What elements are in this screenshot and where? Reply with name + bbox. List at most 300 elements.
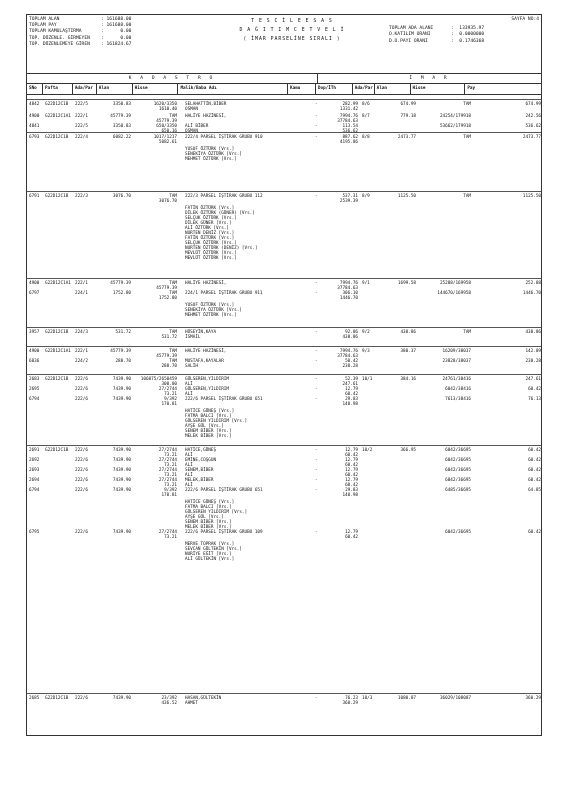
table-cell: 360.29	[525, 696, 541, 701]
table-cell: 2685	[29, 696, 40, 701]
table-cell: 2539.39	[339, 199, 358, 204]
column-header: Ada/Par	[353, 84, 375, 94]
column-header: Pay	[467, 86, 476, 91]
table-cell: SENEM BİBER [Vrs.]	[185, 520, 232, 525]
table-cell: 531.72	[161, 335, 177, 340]
table-cell: 27/2744	[158, 468, 177, 473]
table-cell: MELEK BİBER [Vrs.]	[185, 525, 232, 530]
column-header: Alan	[375, 84, 411, 94]
table-cell: -	[315, 387, 318, 392]
table-cell: GÜLSEREN YILDIRIM [Vrs.]	[185, 510, 248, 515]
table-cell: HÜSEYİN,KAYA	[185, 330, 217, 335]
table-cell: 7439.90	[112, 397, 131, 402]
table-cell: 222/6	[75, 448, 88, 453]
table-cell: 1125.50	[397, 194, 416, 199]
table-cell: 9/392	[164, 397, 177, 402]
table-cell: 140.98	[342, 402, 358, 407]
table-cell: G22D12C1B	[45, 135, 69, 140]
table-cell: 7439.90	[112, 377, 131, 382]
table-cell: G22D12C1B	[45, 102, 69, 107]
summary-label: TOP. DÜZENLE. GİRMEYEN	[29, 35, 90, 41]
table-cell: 779.18	[400, 114, 416, 119]
table-cell: 380.37	[400, 349, 416, 354]
column-header: Hisse	[411, 84, 466, 94]
table-cell: TAM	[169, 291, 177, 296]
table-cell: -	[315, 349, 318, 354]
table-cell: 531.72	[115, 330, 131, 335]
table-cell: 1017/1217	[153, 135, 177, 140]
table-cell: 4900	[29, 281, 40, 286]
table-cell: 2473.77	[397, 135, 416, 140]
table-cell: -	[315, 488, 318, 493]
column-header: Malik/Baba Adı	[178, 84, 288, 94]
table-cell: AHMET	[185, 701, 198, 706]
table-cell: 222/4 PARSEL İŞTİRAK GRUBU 910	[185, 135, 263, 140]
table-cell: 60.42	[345, 453, 358, 458]
table-cell: ALİ BİBER	[185, 124, 209, 129]
table-cell: SENEKİYA ÖZTÜRK [Vrs.]	[185, 152, 242, 157]
table-cell: 24761/38416	[442, 377, 471, 382]
table-cell: MEHMET ÖZTÜRK [Vrs.]	[185, 157, 237, 162]
table-cell: MEVLÜT ÖZTÜRK [Vrs.]	[185, 251, 237, 256]
column-header: Alan	[97, 84, 133, 94]
table-row-group	[27, 191, 541, 288]
table-cell: 224/1	[75, 291, 88, 296]
table-cell: 6485/36695	[445, 488, 471, 493]
table-cell: 76.13	[528, 397, 541, 402]
table-cell: 4900	[29, 349, 40, 354]
summary-label: TOPLAM PAY	[29, 23, 57, 29]
table-cell: 7439.90	[112, 488, 131, 493]
table-cell: 366.95	[400, 448, 416, 453]
table-cell: 2692	[29, 458, 40, 463]
table-cell: 7439.90	[112, 530, 131, 535]
table-cell: 6797	[29, 291, 40, 296]
table-cell: 224/2	[75, 359, 88, 364]
table-cell: DİLEK GÜNER [Vrs.]	[185, 221, 232, 226]
table-cell: 60.42	[345, 473, 358, 478]
column-header: Ada/Par	[73, 84, 97, 94]
report-subtitle: D A Ğ I T I M C E T V E L İ	[239, 28, 345, 33]
table-cell: 23828/38037	[442, 359, 471, 364]
summary-value: : 161688.00	[101, 17, 132, 22]
table-cell: 222/6	[75, 377, 88, 382]
table-cell: 10/1	[362, 377, 373, 382]
table-cell: 1699.58	[397, 281, 416, 286]
table-cell: SELÇUK ÖZTÜRK [Vrs.]	[185, 241, 237, 246]
table-cell: TAM	[169, 349, 177, 354]
table-cell: 6042/36695	[445, 448, 471, 453]
table-cell: AYŞE GÜL [Vrs.]	[185, 515, 224, 520]
table-cell: 23/392	[161, 696, 177, 701]
document-page	[26, 14, 542, 736]
table-cell: 25288/169958	[439, 281, 471, 286]
table-cell: SELÇUK ÖZTÜRK [Vrs.]	[185, 216, 237, 221]
table-cell: NURTEN ÖZTÜRK (DENİZ) [Vrs.]	[185, 246, 258, 251]
table-cell: -	[315, 530, 318, 535]
table-cell: G22D12C1B	[45, 330, 69, 335]
ratio-summary	[389, 17, 539, 45]
table-cell: 1610.40	[158, 107, 177, 112]
summary-value: : 161824.67	[101, 41, 132, 47]
table-cell: 7613/38416	[445, 397, 471, 402]
column-header: Dop/İTh	[316, 84, 353, 94]
table-cell: ALİ	[185, 463, 193, 468]
table-cell: 6036	[29, 359, 40, 364]
table-cell: 8/6	[362, 102, 370, 107]
table-cell: TAM	[169, 114, 177, 119]
table-cell: TAM	[169, 281, 177, 286]
summary-value: : 161688.00	[101, 23, 132, 29]
table-cell: 650/3350	[156, 124, 177, 129]
table-cell: 73.21	[164, 483, 177, 488]
table-cell: -	[315, 359, 318, 364]
table-cell: 6042/36695	[445, 468, 471, 473]
table-cell: 288.70	[161, 364, 177, 369]
summary-value: : 0.1746368	[451, 38, 485, 44]
table-cell: 9/3	[362, 349, 370, 354]
table-cell: 1446.70	[339, 296, 358, 301]
table-cell: NURİYE EĞİT [Vrs.]	[185, 552, 232, 557]
table-cell: YUSUF ÖZTÜRK [Vrs.]	[185, 303, 235, 308]
table-cell: 27/2744	[158, 448, 177, 453]
table-cell: HASAN,GÜLTEKİN	[185, 696, 222, 701]
table-cell: -	[315, 458, 318, 463]
table-cell: 6793	[29, 135, 40, 140]
table-cell: -	[315, 468, 318, 473]
table-cell: 170.81	[161, 402, 177, 407]
table-cell: -	[315, 377, 318, 382]
table-cell: 7439.90	[112, 478, 131, 483]
table-cell: 1080.87	[397, 696, 416, 701]
table-cell: 10/3	[362, 696, 373, 701]
table-cell: -	[315, 330, 318, 335]
table-cell: OSMAN	[185, 107, 198, 112]
table-cell: FATMA BALCI [Vrs.]	[185, 414, 232, 419]
summary-label: TOPLAM ADA ALANI	[389, 26, 434, 32]
table-cell: 12.79	[345, 468, 358, 473]
table-cell: 3076.70	[112, 194, 131, 199]
table-cell: -	[315, 397, 318, 402]
table-cell: 106875/2650459	[140, 377, 177, 382]
table-cell: 60.42	[528, 478, 541, 483]
table-cell: 60.42	[345, 392, 358, 397]
table-cell: 73.21	[164, 463, 177, 468]
table-cell: TAM	[463, 330, 471, 335]
table-cell: -	[315, 194, 318, 199]
table-cell: HATİCE,GÜNEŞ	[185, 448, 217, 453]
column-header: Pafta	[43, 84, 73, 94]
table-cell: 438.86	[400, 330, 416, 335]
table-cell: 536.62	[525, 124, 541, 129]
table-cell: 222/5	[75, 124, 88, 129]
table-cell: -	[315, 448, 318, 453]
table-cell: MELEK,BİBER	[185, 478, 214, 483]
table-body	[27, 95, 541, 735]
table-cell: 12.79	[345, 478, 358, 483]
table-cell: G22D12C1B	[45, 194, 69, 199]
table-cell: 536.62	[342, 129, 358, 134]
table-cell: 247.61	[342, 382, 358, 387]
table-cell: GÜLSEREN,YILDIRIM	[185, 377, 229, 382]
table-cell: 6082.22	[112, 135, 131, 140]
table-cell: -	[315, 114, 318, 119]
table-cell: 8/8	[362, 135, 370, 140]
table-row-group	[27, 132, 541, 181]
table-cell: 222/6	[75, 696, 88, 701]
table-cell: TAM	[463, 102, 471, 107]
table-cell: 73.21	[164, 535, 177, 540]
table-cell: AYŞE GÜL [Vrs.]	[185, 424, 224, 429]
table-cell: 222/6	[75, 478, 88, 483]
table-cell: G22D12C1A1	[45, 114, 71, 119]
table-cell: MEHMET ÖZTÜRK [Vrs.]	[185, 313, 237, 318]
section-header-row	[27, 74, 541, 84]
table-cell: YUSUF ÖZTÜRK [Vrs.]	[185, 147, 235, 152]
summary-value: : 0.0000000	[451, 32, 485, 38]
table-cell: -	[315, 124, 318, 129]
table-cell: 37784.63	[337, 286, 358, 291]
table-cell: 27/2744	[158, 478, 177, 483]
table-cell: 73.21	[164, 453, 177, 458]
table-cell: 222/6 PARSEL İŞTİRAK GRUBU 109	[185, 530, 263, 535]
table-cell: 29.83	[345, 397, 358, 402]
table-cell: 29.83	[345, 488, 358, 493]
table-cell: 64.85	[528, 488, 541, 493]
table-cell: 1620/3350	[153, 102, 177, 107]
table-cell: 222/6	[75, 387, 88, 392]
table-cell: G22D12C1A1	[45, 281, 71, 286]
table-cell: 7439.90	[112, 468, 131, 473]
table-cell: 45779.39	[156, 119, 177, 124]
table-cell: 36029/108087	[439, 696, 471, 701]
table-cell: 73.21	[164, 392, 177, 397]
table-cell: 144670/169958	[437, 291, 471, 296]
table-cell: 300.00	[161, 382, 177, 387]
table-cell: 674.99	[400, 102, 416, 107]
table-cell: FATİN ÖZTÜRK [Vrs.]	[185, 236, 235, 241]
table-cell: 6794	[29, 397, 40, 402]
table-cell: 12.79	[345, 387, 358, 392]
column-header: SNo	[27, 84, 43, 94]
table-cell: ALİ	[185, 453, 193, 458]
table-cell: G22D12C1B	[45, 448, 69, 453]
table-cell: 27/2744	[158, 387, 177, 392]
summary-label: TOPLAM KAMULAŞTIRMA	[29, 29, 82, 35]
table-cell: 60.42	[528, 387, 541, 392]
table-cell: 288.70	[115, 359, 131, 364]
summary-value: : 133935.97	[451, 26, 485, 32]
table-cell: SENEKİYA ÖZTÜRK [Vrs.]	[185, 308, 242, 313]
table-cell: 45779.39	[156, 354, 177, 359]
table-cell: 222/6	[75, 468, 88, 473]
table-cell: NURTEN DENİZ [Vrs.]	[185, 231, 235, 236]
table-cell: G22D12C1A1	[45, 349, 71, 354]
table-cell: MERVE TOPRAK [Vrs.]	[185, 542, 235, 547]
distribution-table	[26, 73, 542, 736]
table-cell: FATİN ÖZTÜRK [Vrs.]	[185, 206, 235, 211]
summary-label: O.KATILIM ORANI	[389, 32, 431, 38]
table-cell: 140.98	[342, 493, 358, 498]
report-note: ( İMAR PARSELİNE SIRALI )	[243, 37, 341, 42]
table-cell: 2695	[29, 387, 40, 392]
table-cell: 6795	[29, 530, 40, 535]
table-cell: 45779.39	[110, 349, 131, 354]
table-cell: -	[315, 281, 318, 286]
table-cell: 92.86	[345, 330, 358, 335]
table-cell: 2683	[29, 377, 40, 382]
table-cell: 6042/36695	[445, 530, 471, 535]
table-cell: 1446.70	[522, 291, 541, 296]
table-cell: TAM	[169, 330, 177, 335]
table-cell: TAM	[463, 194, 471, 199]
table-cell: İSMAİL	[185, 335, 201, 340]
table-cell: 222/4	[75, 135, 88, 140]
table-cell: 252.88	[525, 281, 541, 286]
table-cell: EMİNE,COŞGUN	[185, 458, 217, 463]
table-cell: 436.52	[161, 701, 177, 706]
table-cell: 360.29	[342, 701, 358, 706]
table-row-group	[27, 327, 541, 342]
table-cell: HATİCE GÜNEŞ [Vrs.]	[185, 409, 235, 414]
table-row-group	[27, 374, 541, 437]
table-cell: 45779.39	[156, 286, 177, 291]
table-cell: -	[315, 102, 318, 107]
table-cell: 76.23	[345, 696, 358, 701]
table-cell: MELEK BİBER [Vrs.]	[185, 434, 232, 439]
table-cell: -	[315, 478, 318, 483]
table-cell: 3350.83	[112, 124, 131, 129]
table-cell: HALİYE HAZİNESİ,	[185, 349, 227, 354]
table-cell: TAM	[463, 135, 471, 140]
table-cell: 7994.76	[339, 349, 358, 354]
table-cell: 53662/179918	[439, 124, 471, 129]
table-cell: 9/1	[362, 281, 370, 286]
table-cell: 8/9	[362, 194, 370, 199]
summary-value: : 0.00	[101, 29, 132, 35]
table-cell: 60.42	[528, 468, 541, 473]
table-cell: 224/1 PARSEL İŞTİRAK GRUBU 911	[185, 291, 263, 296]
table-cell: SEVCAN GÜLTEKİN [Vrs.]	[185, 547, 242, 552]
table-cell: 10/2	[362, 448, 373, 453]
table-cell: 6791	[29, 194, 40, 199]
table-cell: 2694	[29, 478, 40, 483]
table-cell: 222/6 PARSEL İŞTİRAK GRUBU 651	[185, 397, 263, 402]
table-cell: 222/6	[75, 458, 88, 463]
table-cell: 7994.76	[339, 281, 358, 286]
table-cell: ALİ ÖZTÜRK [Vrs.]	[185, 226, 229, 231]
table-cell: 4841	[29, 124, 40, 129]
table-cell: 8/7	[362, 114, 370, 119]
table-cell: 52.39	[345, 377, 358, 382]
table-cell: 9/392	[164, 488, 177, 493]
table-cell: 4195.86	[339, 140, 358, 145]
summary-value: : 0.00	[101, 35, 132, 41]
table-cell: 45779.39	[110, 281, 131, 286]
table-cell: 6042/36695	[445, 458, 471, 463]
section-imar: İ M A R	[409, 76, 450, 81]
table-cell: ALİ	[185, 483, 193, 488]
table-cell: G22D12C1B	[45, 696, 69, 701]
report-title-block	[197, 17, 387, 44]
table-cell: 6794	[29, 488, 40, 493]
table-cell: 438.86	[342, 335, 358, 340]
table-cell: 224/3	[75, 330, 88, 335]
table-row-group	[27, 445, 541, 694]
table-cell: 222/6	[75, 530, 88, 535]
table-cell: 4842	[29, 102, 40, 107]
table-cell: 27/2744	[158, 458, 177, 463]
column-header: Kamu	[288, 84, 316, 94]
table-cell: 60.42	[345, 463, 358, 468]
table-cell: TAM	[169, 194, 177, 199]
table-cell: 1331.42	[339, 107, 358, 112]
table-cell: G22D12C1B	[45, 377, 69, 382]
table-cell: 306.10	[342, 291, 358, 296]
table-cell: HALİYE HAZİNESİ,	[185, 114, 227, 119]
table-cell: ALİ	[185, 392, 193, 397]
summary-row	[389, 39, 539, 45]
report-title: T E S C İ L E E S A S	[251, 19, 333, 24]
table-cell: 12.79	[345, 530, 358, 535]
column-header-row	[27, 84, 541, 95]
table-cell: 384.16	[400, 377, 416, 382]
table-cell: HALİYE HAZİNESİ,	[185, 281, 227, 286]
table-cell: 1752.80	[112, 291, 131, 296]
table-cell: 6042/38416	[445, 387, 471, 392]
table-cell: 60.42	[345, 483, 358, 488]
table-cell: 7439.90	[112, 448, 131, 453]
report-header	[26, 14, 542, 73]
table-cell: 1125.50	[522, 194, 541, 199]
table-cell: 247.61	[525, 377, 541, 382]
table-cell: 27/2744	[158, 530, 177, 535]
table-cell: SELAHATTİN,BİBER	[185, 102, 227, 107]
table-cell: FATMA BALCI [Vrs.]	[185, 505, 232, 510]
table-cell: 674.99	[525, 102, 541, 107]
table-cell: 222/1	[75, 114, 88, 119]
table-cell: 222/1	[75, 349, 88, 354]
table-cell: 5082.61	[158, 140, 177, 145]
table-cell: 3076.70	[158, 199, 177, 204]
table-cell: SENEM BİBER [Vrs.]	[185, 429, 232, 434]
table-cell: 113.54	[342, 124, 358, 129]
table-cell: 37784.63	[337, 119, 358, 124]
table-cell: 222/6	[75, 488, 88, 493]
table-cell: 37784.63	[337, 354, 358, 359]
table-cell: 222/6 PARSEL İŞTİRAK GRUBU 651	[185, 488, 263, 493]
summary-label: TOPLAM ALAN	[29, 17, 60, 22]
table-cell: TAM	[169, 359, 177, 364]
table-cell: -	[315, 291, 318, 296]
table-cell: 24254/179918	[439, 114, 471, 119]
table-cell: 222/5	[75, 102, 88, 107]
table-cell: SENEM,BİBER	[185, 468, 214, 473]
table-cell: 222/1	[75, 281, 88, 286]
section-kadastro: K A D A S T R O	[27, 74, 318, 83]
page-number: SAYFA NO:4	[511, 17, 539, 22]
table-cell: DİLEK ÖZTÜRK (GÜNER) [Vrs.]	[185, 211, 255, 216]
table-cell: 282.99	[342, 102, 358, 107]
table-cell: 50.42	[345, 359, 358, 364]
table-cell: 7994.76	[339, 114, 358, 119]
table-cell: 222/3	[75, 194, 88, 199]
column-header: Hisse	[133, 84, 179, 94]
table-cell: 7439.90	[112, 387, 131, 392]
table-cell: 7439.90	[112, 458, 131, 463]
table-cell: 4900	[29, 114, 40, 119]
table-cell: MUSTAFA,KAYALAR	[185, 359, 224, 364]
